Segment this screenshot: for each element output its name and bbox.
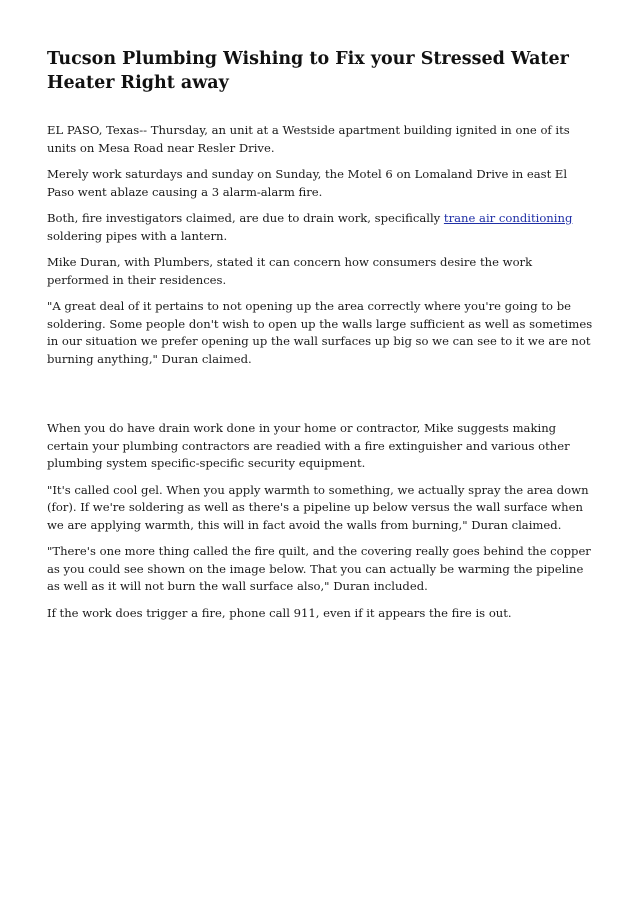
paragraph-4: Mike Duran, with Plumbers, stated it can concern how consumers desire the work performed in their residences. (47, 255, 533, 287)
paragraph-1: EL PASO, Texas-- Thursday, an unit at a Westside apartment building ignited in one of its units on Mesa Road near Resler Drive. (47, 123, 570, 155)
paragraph-7: "It's called cool gel. When you apply warmth to something, we actually spray the area down (for). If we're soldering as well as there's a pipeline up below versus the wall surface when we are applying warmth, this will in fact avoid the walls from burning," Duran claimed. (47, 482, 589, 532)
paragraph-5: "A great deal of it pertains to not opening up the area correctly where you're going to be soldering. Some people don't wish to open up the walls large sufficient as well as sometimes in our situation we prefer opening up the wall surfaces up big so we can see to it we are not burning anything," Duran claimed. (47, 299, 593, 366)
blank-space (47, 377, 595, 420)
paragraph-9: If the work does trigger a fire, phone call 911, even if it appears the fire is out. (47, 605, 512, 620)
article-title: Tucson Plumbing Wishing to Fix your Stressed Water Heater Right away (47, 49, 569, 93)
paragraph-6: When you do have drain work done in your home or contractor, Mike suggests making certain your plumbing contractors are readied with a fire extinguisher and various other plumbing system specific-specific security equipment. (47, 421, 570, 470)
trane-air-conditioning-link[interactable]: trane air conditioning (443, 211, 573, 225)
paragraph-3-text-after: soldering pipes with a lantern. (47, 228, 228, 243)
paragraph-2: Merely work saturdays and sunday on Sunday, the Motel 6 on Lomaland Drive in east El Paso went ablaze causing a 3 alarm-alarm fire. (47, 167, 568, 199)
document-page (47, 47, 595, 631)
paragraph-3 (47, 210, 595, 245)
paragraph-3-text-before: Both, fire investigators claimed, are due to drain work, specifically (47, 211, 444, 225)
paragraph-8: "There's one more thing called the fire quilt, and the covering really goes behind the copper as you could see shown on the image below. That you can actually be warming the pipeline as well as it will not burn the wall surface also," Duran included. (47, 544, 591, 593)
